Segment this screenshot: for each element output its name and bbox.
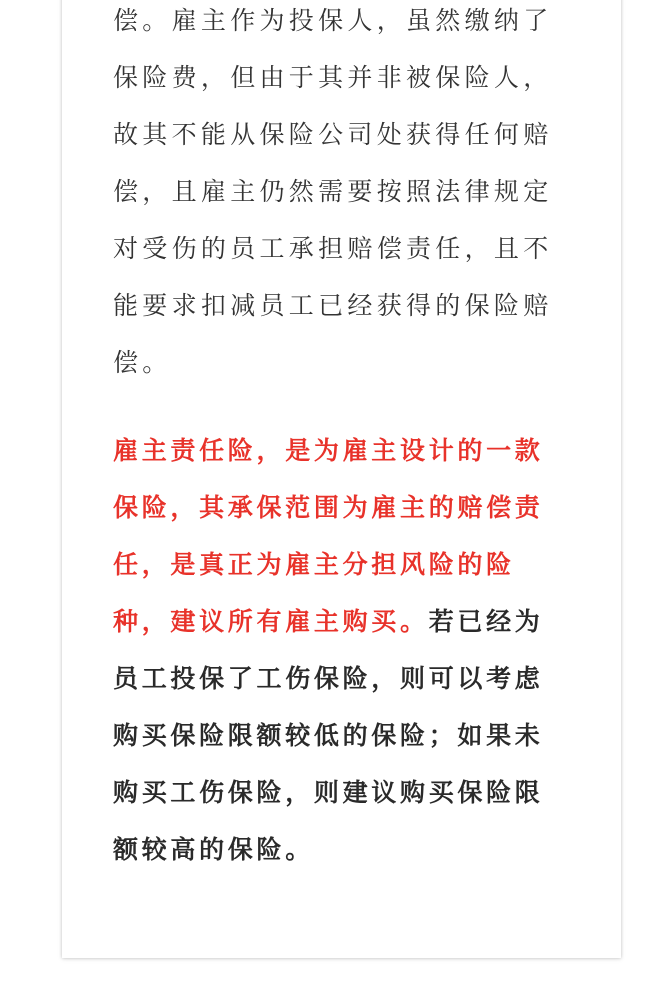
paragraph-recommendation	[113, 422, 573, 878]
text-line	[113, 479, 573, 536]
body-text: 购买工伤保险，则建议购买保险限	[113, 778, 544, 807]
highlighted-text: 任，是真正为雇主分担风险的险	[113, 550, 515, 579]
body-text: 员工投保了工伤保险，则可以考虑	[113, 664, 544, 693]
body-text: 购买保险限额较低的保险；如果未	[113, 721, 544, 750]
text-line: 对受伤的员工承担赔偿责任，且不	[113, 234, 553, 263]
text-line: 能要求扣减员工已经获得的保险赔	[113, 291, 553, 320]
highlighted-text: 雇主责任险，是为雇主设计的一款	[113, 436, 544, 465]
text-line: 保险费，但由于其并非被保险人，	[113, 63, 553, 92]
highlighted-text: 种，建议所有雇主购买。	[113, 607, 429, 636]
text-line	[113, 707, 573, 764]
body-text: 额较高的保险。	[113, 835, 314, 864]
paragraph-insurance-explanation	[113, 0, 573, 391]
highlighted-text: 保险，其承保范围为雇主的赔偿责	[113, 493, 544, 522]
text-line: 偿。	[113, 348, 172, 377]
text-line	[113, 536, 573, 593]
text-line: 偿。雇主作为投保人，虽然缴纳了	[113, 6, 553, 35]
body-text: 若已经为	[428, 607, 544, 636]
text-line	[113, 593, 573, 650]
text-line: 偿，且雇主仍然需要按照法律规定	[113, 177, 553, 206]
text-line: 故其不能从保险公司处获得任何赔	[113, 120, 553, 149]
text-line	[113, 764, 573, 821]
text-line	[113, 650, 573, 707]
text-line	[113, 821, 573, 878]
text-line	[113, 422, 573, 479]
